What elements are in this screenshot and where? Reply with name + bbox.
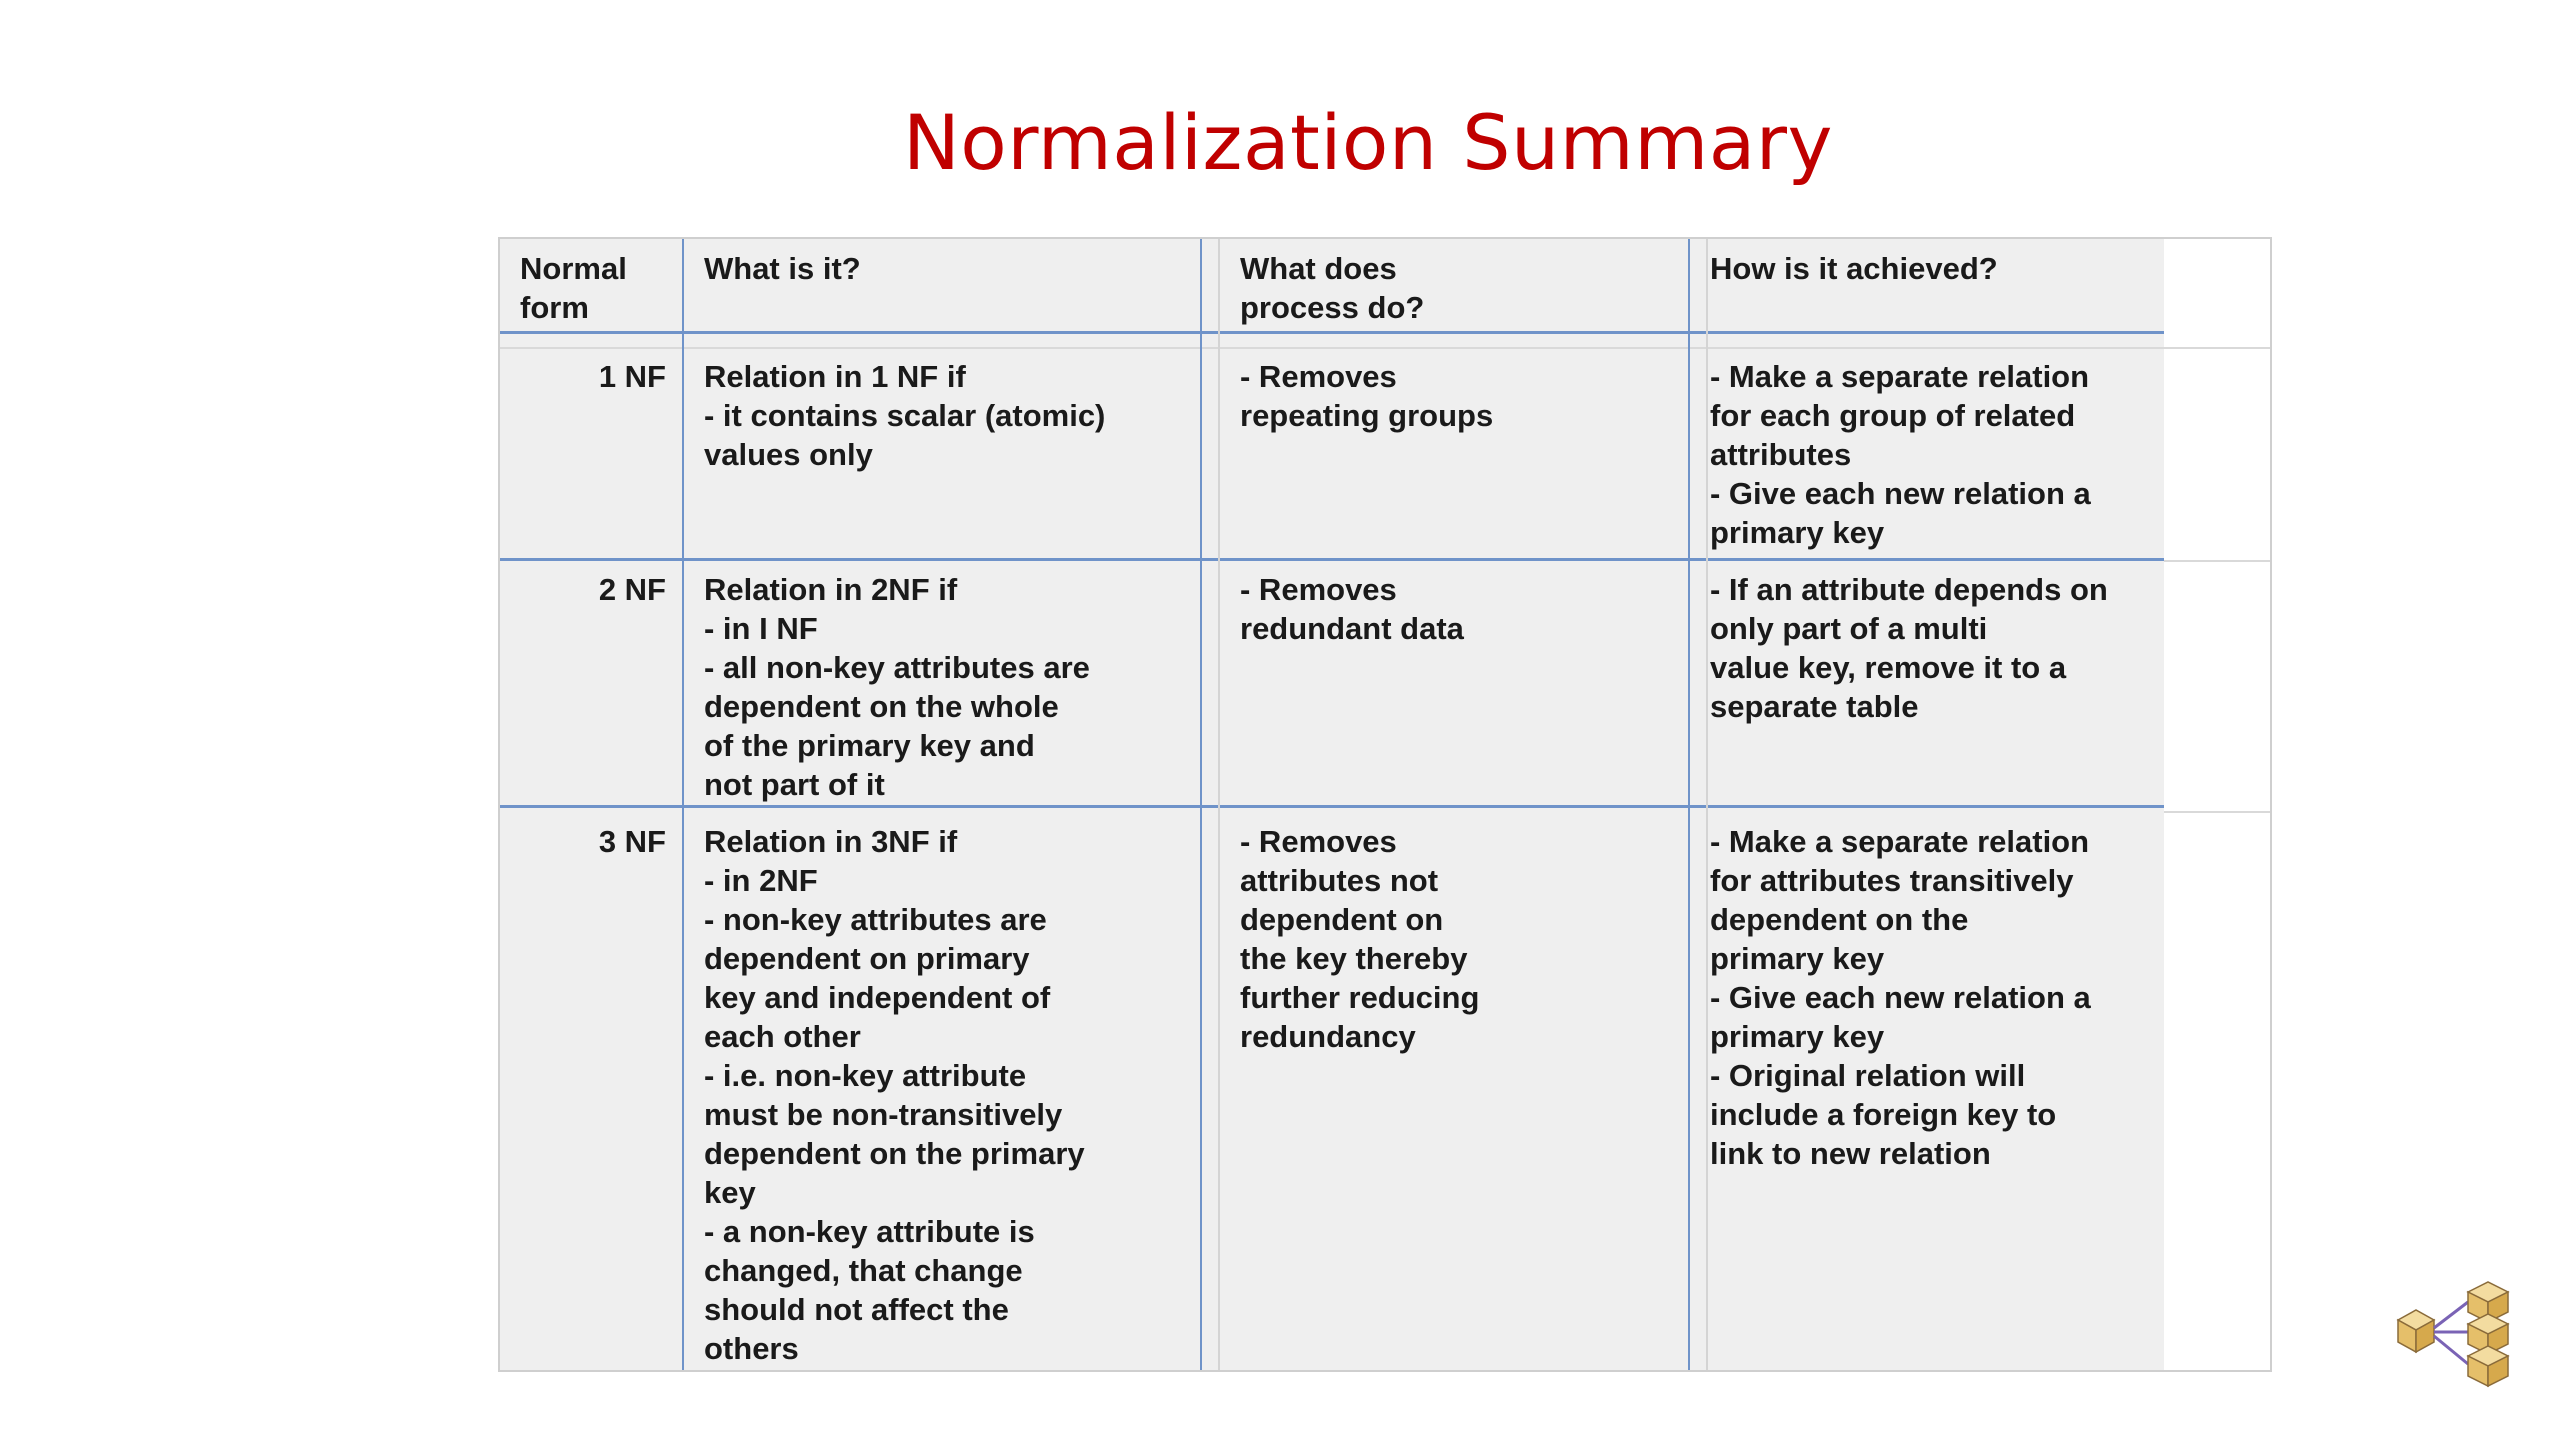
row-how: - Make a separate relation for attributes transitively dependent on the primary key - Give each new relation a primary key - Original relation will include a foreign key to link to new relation	[1710, 824, 2091, 1171]
column-divider-line	[1200, 239, 1202, 1370]
header-bottom-line	[500, 347, 2270, 349]
row-what: Relation in 1 NF if - it contains scalar (atomic) values only	[704, 359, 1106, 472]
header-process: What does process do?	[1240, 251, 1425, 325]
header-what-is-it: What is it?	[704, 251, 861, 286]
normalization-table	[498, 237, 2272, 1372]
row-how: - If an attribute depends on only part of a multi value key, remove it to a separate table	[1710, 572, 2108, 724]
row-divider-line-right	[2164, 811, 2270, 813]
column-divider-line	[1688, 239, 1690, 1370]
row-process: - Removes attributes not dependent on the key thereby further reducing redundancy	[1240, 824, 1480, 1054]
row-normal-form: 1 NF	[598, 359, 666, 394]
row-process: - Removes redundant data	[1240, 572, 1464, 646]
row-normal-form: 2 NF	[598, 572, 666, 607]
row-how: - Make a separate relation for each group of related attributes - Give each new relation a primary key	[1710, 359, 2091, 550]
table-row	[500, 560, 2164, 812]
column-divider-line	[1218, 239, 1220, 1370]
header-how-achieved: How is it achieved?	[1710, 251, 1998, 286]
header-normal-form: Normal form	[520, 251, 627, 325]
row-what: Relation in 3NF if - in 2NF - non-key attributes are dependent on primary key and independent of each other - i.e. non-key attribute must be non-transitively dependent on the primary key - a non-key attribute is changed, that change should not affect the others	[704, 824, 1085, 1366]
slide-title: Normalization Summary	[902, 98, 1834, 187]
stacked-cubes-logo-icon	[2388, 1272, 2528, 1412]
row-normal-form: 3 NF	[598, 824, 666, 859]
header-divider-line	[500, 331, 2164, 334]
column-divider-line	[1706, 239, 1708, 1370]
table-row	[500, 347, 2164, 560]
row-what: Relation in 2NF if - in I NF - all non-key attributes are dependent on the whole of the primary key and not part of it	[704, 572, 1090, 802]
table-row	[500, 812, 2164, 1370]
column-divider-line	[682, 239, 684, 1370]
row-process: - Removes repeating groups	[1240, 359, 1494, 433]
row-divider-line	[500, 805, 2164, 808]
row-divider-line	[500, 558, 2164, 561]
row-divider-line-right	[2164, 560, 2270, 562]
